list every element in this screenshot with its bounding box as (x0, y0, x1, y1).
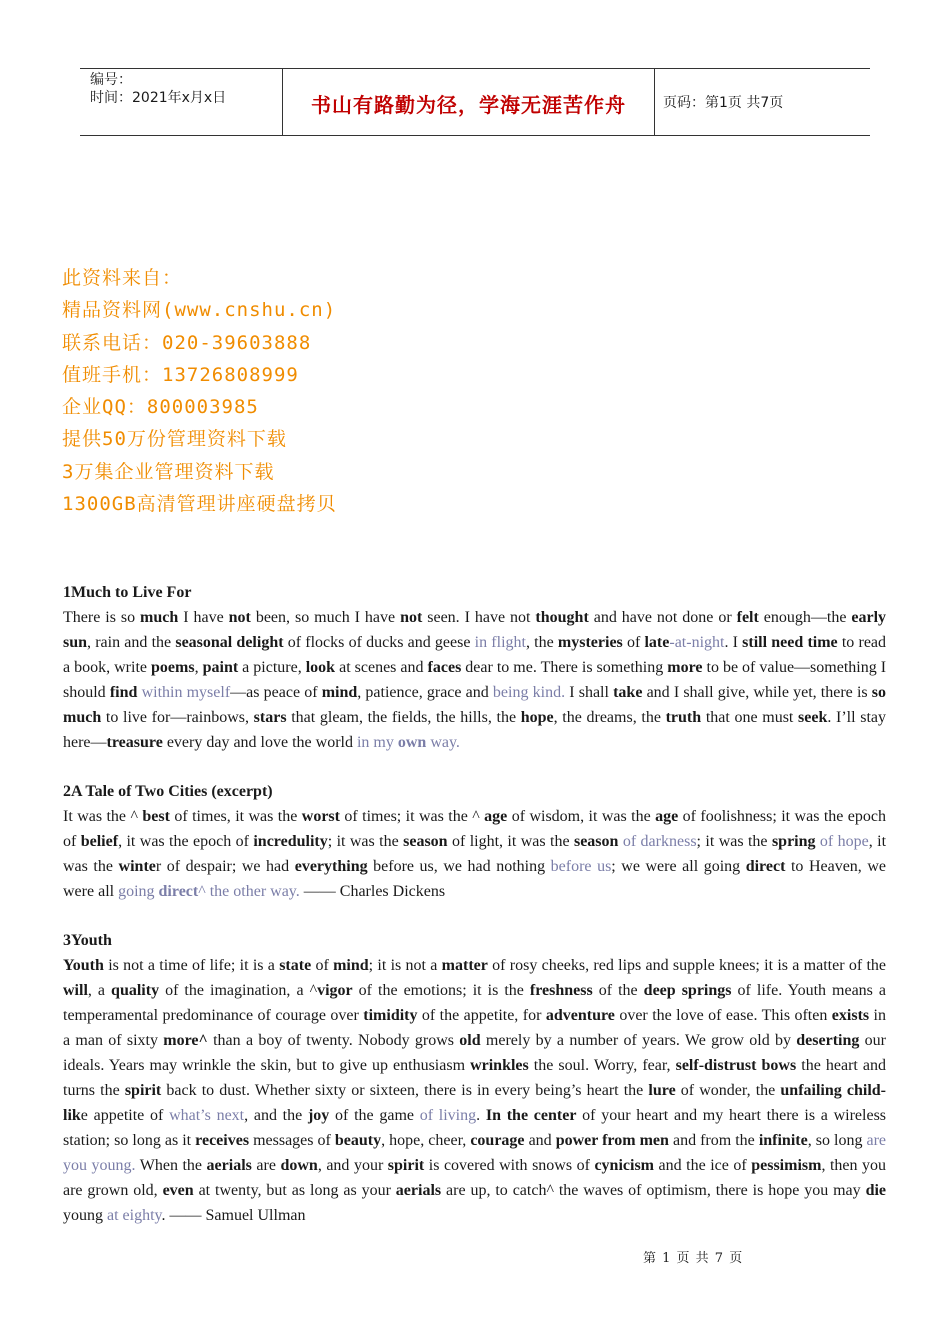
bold-text: not (400, 609, 423, 626)
text-run: the soul. Worry, fear, (528, 1057, 676, 1074)
text-run: of wonder, the (675, 1082, 781, 1099)
text-run: young (63, 1207, 107, 1224)
text-run: , and your (317, 1157, 388, 1174)
text-run: of rosy cheeks, red lips and supple knees; it is a matter of the (487, 957, 886, 974)
bold-text: season (403, 833, 448, 850)
text-run: e appetite of (80, 1107, 170, 1124)
bold-text: worst (301, 808, 340, 825)
text-run: of life. Youth means a temperamental predominance of courage over (63, 982, 887, 1024)
promo-block (62, 262, 337, 520)
text-run: to read a book, write (63, 634, 887, 676)
section-title: 1Much to Live For (63, 584, 192, 601)
text-run: —— Charles Dickens (299, 883, 446, 900)
promo-line: 提供50万份管理资料下载 (62, 428, 287, 451)
muted-text: at eighty (107, 1207, 162, 1224)
text-run: been, so much I have (250, 609, 401, 626)
bold-text: courage (470, 1132, 525, 1149)
bold-text: winte (118, 858, 156, 875)
promo-line: 3万集企业管理资料下载 (62, 460, 275, 483)
bold-text: age (655, 808, 679, 825)
text-run: It was the ^ (63, 808, 143, 825)
bold-text: mysteries (557, 634, 623, 651)
text-run: merely by a number of years. We grow old by (480, 1032, 797, 1049)
bold-text: cynicism (594, 1157, 654, 1174)
text-run: When the (135, 1157, 207, 1174)
header-page-info: 页码：第1页 共7页 (663, 95, 784, 111)
bold-text: vigor (317, 982, 353, 999)
header-meta (80, 69, 282, 135)
text-run: of your heart and my heart there is a wireless station; so long as it (63, 1107, 887, 1149)
section-title: 3Youth (63, 932, 112, 949)
text-run: , the dreams, the (553, 709, 666, 726)
section-paragraph (63, 804, 886, 904)
bold-text: early sun (63, 609, 887, 651)
promo-line: 1300GB高清管理讲座硬盘拷贝 (62, 493, 337, 516)
bold-text: spirit (387, 1157, 425, 1174)
bold-text: timidity (363, 1007, 418, 1024)
time-label: 时间：2021年x月x日 (90, 90, 227, 106)
text-run: , and the (244, 1107, 308, 1124)
text-run: of times, it was the (169, 808, 302, 825)
text-run: of (311, 957, 334, 974)
section-much-to-live-for (63, 580, 886, 755)
bold-text: direct (745, 858, 786, 875)
promo-line: 精品资料网(www.cnshu.cn) (62, 299, 337, 322)
bold-text: freshness (529, 982, 593, 999)
text-run: over the love of ease. This often (614, 1007, 832, 1024)
page-footer: 第 1 页 共 7 页 (643, 1251, 744, 1266)
bold-text: seasonal delight (175, 634, 284, 651)
muted-text: are you young. (63, 1132, 886, 1174)
text-run: ; it was the (696, 833, 772, 850)
muted-text: of living (419, 1107, 477, 1124)
muted-text: -at-night (669, 634, 725, 651)
bold-text: down (280, 1157, 318, 1174)
text-run: every day and love the world (162, 734, 357, 751)
bold-text: season (573, 833, 619, 850)
text-run: ; it was the (327, 833, 404, 850)
bold-text: incredulity (253, 833, 328, 850)
muted-text: ^ the other way. (198, 883, 300, 900)
bold-text: much (140, 609, 179, 626)
bold-text: aerials (395, 1182, 442, 1199)
section-tale-of-two-cities (63, 779, 886, 904)
bold-text: look (305, 659, 336, 676)
text-run: , the (525, 634, 558, 651)
bold-text: aerials (206, 1157, 252, 1174)
text-run: of the (592, 982, 644, 999)
text-run: —as peace of (230, 684, 322, 701)
document-header (80, 68, 870, 136)
text-run: . I (724, 634, 743, 651)
text-run: . (476, 1107, 486, 1124)
text-run: I have (178, 609, 229, 626)
bold-text: receives (195, 1132, 250, 1149)
bold-text: seek (798, 709, 828, 726)
text-run: to live for—rainbows, (101, 709, 254, 726)
bold-text: state (279, 957, 312, 974)
bold-text: hope (520, 709, 554, 726)
bold-text: spring (771, 833, 816, 850)
muted-bold-text: direct (158, 883, 199, 900)
text-run: of the emotions; it is the (352, 982, 530, 999)
bold-text: quality (111, 982, 160, 999)
bold-text: pessimism (751, 1157, 822, 1174)
bold-text: power from men (555, 1132, 669, 1149)
text-run: to be of value—something I should (63, 659, 887, 701)
text-run: . —— Samuel Ullman (161, 1207, 306, 1224)
promo-line: 联系电话：020-39603888 (62, 331, 312, 354)
bold-text: take (613, 684, 643, 701)
text-run: to Heaven, we were all (63, 858, 887, 900)
text-run: at twenty, but as long as your (193, 1182, 396, 1199)
text-run: , it was the (63, 833, 887, 875)
text-run: are up, to catch^ the waves of optimism, there is hope you may (441, 1182, 866, 1199)
text-run: of foolishness; it was the epoch of (63, 808, 887, 850)
text-run: and (524, 1132, 556, 1149)
text-run: messages of (249, 1132, 335, 1149)
muted-text: of hope (819, 833, 869, 850)
bold-text: treasure (106, 734, 163, 751)
text-run: of light, it was the (447, 833, 574, 850)
text-run: of times; it was the ^ (339, 808, 485, 825)
text-run: and have not done or (588, 609, 737, 626)
bold-text: wrinkles (470, 1057, 529, 1074)
muted-text: being kind. (492, 684, 566, 701)
promo-line: 企业QQ：800003985 (62, 396, 259, 419)
bold-text: more^ (163, 1032, 208, 1049)
text-run: in a man of sixty (63, 1007, 887, 1049)
text-run: , then you are grown old, (63, 1157, 887, 1199)
bold-text: lure (648, 1082, 676, 1099)
bold-text: spirit (124, 1082, 162, 1099)
text-run: and from the (668, 1132, 759, 1149)
text-run: back to dust. Whether sixty or sixteen, there is in every being’s heart the (161, 1082, 649, 1099)
text-run: dear to me. There is something (461, 659, 668, 676)
muted-text: in flight (474, 634, 526, 651)
bold-text: felt (736, 609, 759, 626)
bold-text: not (228, 609, 251, 626)
bold-text: faces (427, 659, 462, 676)
bold-text: will (63, 982, 88, 999)
bold-text: still need time (742, 634, 838, 651)
text-run: of flocks of ducks and geese (283, 634, 475, 651)
text-run: of the game (329, 1107, 420, 1124)
muted-text: what’s next (169, 1107, 245, 1124)
number-label: 编号： (90, 72, 132, 88)
text-run: , a (87, 982, 112, 999)
muted-text: of darkness (622, 833, 697, 850)
text-run: our ideals. Years may wrinkle the skin, but to give up enthusiasm (63, 1032, 887, 1074)
bold-text: find (109, 684, 138, 701)
bold-text: adventure (545, 1007, 615, 1024)
text-run: are (251, 1157, 281, 1174)
bold-text: truth (665, 709, 702, 726)
bold-text: everything (294, 858, 368, 875)
text-run: of wisdom, it was the (507, 808, 656, 825)
text-run: and the ice of (654, 1157, 752, 1174)
text-run: , hope, cheer, (381, 1132, 471, 1149)
muted-bold-text: own (397, 734, 427, 751)
text-run: of (622, 634, 645, 651)
text-run: ; it is not a (368, 957, 442, 974)
muted-text: before us (550, 858, 612, 875)
bold-text: mind (333, 957, 369, 974)
text-run: , so long (807, 1132, 867, 1149)
text-run: a picture, (238, 659, 306, 676)
bold-text: more (667, 659, 703, 676)
section-paragraph (63, 953, 886, 1228)
section-paragraph (63, 605, 886, 755)
text-run: of the appetite, for (417, 1007, 546, 1024)
bold-text: In the center (485, 1107, 577, 1124)
bold-text: paint (202, 659, 239, 676)
bold-text: deep springs (643, 982, 732, 999)
text-run: enough—the (758, 609, 852, 626)
bold-text: stars (253, 709, 287, 726)
bold-text: unfailing child-lik (63, 1082, 887, 1124)
bold-text: thought (535, 609, 589, 626)
muted-text: going (118, 883, 159, 900)
text-run: that one must (701, 709, 799, 726)
text-run: is not a time of life; it is a (103, 957, 280, 974)
text-run: before us, we had nothing (367, 858, 551, 875)
bold-text: deserting (796, 1032, 860, 1049)
muted-text: within myself (141, 684, 231, 701)
bold-text: beauty (334, 1132, 382, 1149)
promo-line: 值班手机：13726808999 (62, 363, 299, 386)
bold-text: matter (441, 957, 488, 974)
text-run: , rain and the (87, 634, 176, 651)
text-run: is covered with snows of (424, 1157, 595, 1174)
text-run: r of despair; we had (155, 858, 295, 875)
bold-text: even (162, 1182, 194, 1199)
text-run: , patience, grace and (357, 684, 493, 701)
bold-text: self-distrust bows (675, 1057, 797, 1074)
bold-text: joy (307, 1107, 330, 1124)
promo-line: 此资料来自： (62, 267, 183, 289)
bold-text: age (484, 808, 508, 825)
bold-text: late (644, 634, 670, 651)
section-title: 2A Tale of Two Cities (excerpt) (63, 783, 273, 800)
text-run: seen. I have not (422, 609, 536, 626)
bold-text: poems (151, 659, 195, 676)
text-run: . I’ll stay here— (63, 709, 887, 751)
text-run: , it was the epoch of (118, 833, 254, 850)
muted-text: way. (426, 734, 460, 751)
text-run: that gleam, the fields, the hills, the (286, 709, 521, 726)
bold-text: best (142, 808, 170, 825)
bold-text: old (459, 1032, 481, 1049)
bold-text: exists (831, 1007, 870, 1024)
text-run: ; we were all going (611, 858, 746, 875)
document-body (63, 580, 886, 1252)
text-run: the heart and turns the (63, 1057, 886, 1099)
text-run: of the imagination, a ^ (159, 982, 318, 999)
text-run: at scenes and (335, 659, 428, 676)
bold-text: belief (80, 833, 119, 850)
header-motto: 书山有路勤为径，学海无涯苦作舟 (282, 69, 655, 135)
bold-text: so much (63, 684, 886, 726)
text-run: There is so (63, 609, 141, 626)
bold-text: infinite (758, 1132, 808, 1149)
text-run: , (194, 659, 203, 676)
bold-text: mind (321, 684, 358, 701)
text-run: than a boy of twenty. Nobody grows (207, 1032, 460, 1049)
muted-text: in my (356, 734, 398, 751)
text-run: I shall (565, 684, 614, 701)
bold-text: Youth (63, 957, 104, 974)
bold-text: die (865, 1182, 887, 1199)
text-run: and I shall give, while yet, there is (642, 684, 872, 701)
section-youth (63, 928, 886, 1228)
